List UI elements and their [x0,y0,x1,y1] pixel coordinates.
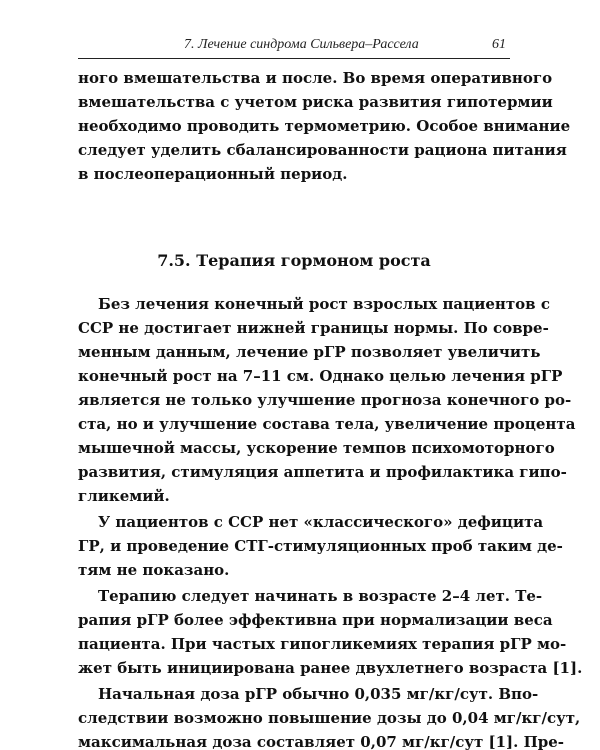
text-line: развития, стимуляция аппетита и профилактика гипо- [78,463,567,481]
page-number: 61 [492,37,506,52]
text-line: мышечной массы, ускорение темпов психомоторного [78,439,555,457]
text-line: в послеоперационный период. [78,165,348,183]
section-heading: 7.5. Терапия гормоном роста [157,251,431,270]
text-line: Терапию следует начинать в возрасте 2–4 лет. Те- [98,587,543,605]
text-line: жет быть инициирована ранее двухлетнего возраста [1]. [78,659,583,677]
text-line: необходимо проводить термометрию. Особое внимание [78,117,571,135]
text-line: вмешательства с учетом риска развития гипотермии [78,93,553,111]
header-title: 7. Лечение синдрома Сильвера–Рассела [184,37,419,52]
text-line: Без лечения конечный рост взрослых пациентов с [98,295,550,313]
text-line: следует уделить сбалансированности рациона питания [78,141,567,159]
text-line: ГР, и проведение СТГ-стимуляционных проб таким де- [78,537,563,555]
text-line: менным данным, лечение рГР позволяет увеличить [78,343,541,361]
text-line: ного вмешательства и после. Во время оперативного [78,69,553,87]
text-line: тям не показано. [78,561,230,579]
text-line: рапия рГР более эффективна при нормализации веса [78,611,553,629]
text-line: максимальная доза составляет 0,07 мг/кг/сут [1]. Пре- [78,733,564,750]
text-line: ста, но и улучшение состава тела, увеличение процента [78,415,576,433]
text-line: ССР не достигает нижней границы нормы. По совре- [78,319,549,337]
text-line: гликемий. [78,487,170,505]
running-header [78,32,510,59]
text-line: является не только улучшение прогноза конечного ро- [78,391,572,409]
text-line: У пациентов с ССР нет «классического» дефицита [98,513,544,531]
text-line: конечный рост на 7–11 см. Однако целью лечения рГР [78,367,563,385]
text-line: Начальная доза рГР обычно 0,035 мг/кг/сут. Впо- [98,685,539,703]
text-line: пациента. При частых гипогликемиях терапия рГР мо- [78,635,567,653]
text-line: следствии возможно повышение дозы до 0,04 мг/кг/сут, [78,709,581,727]
